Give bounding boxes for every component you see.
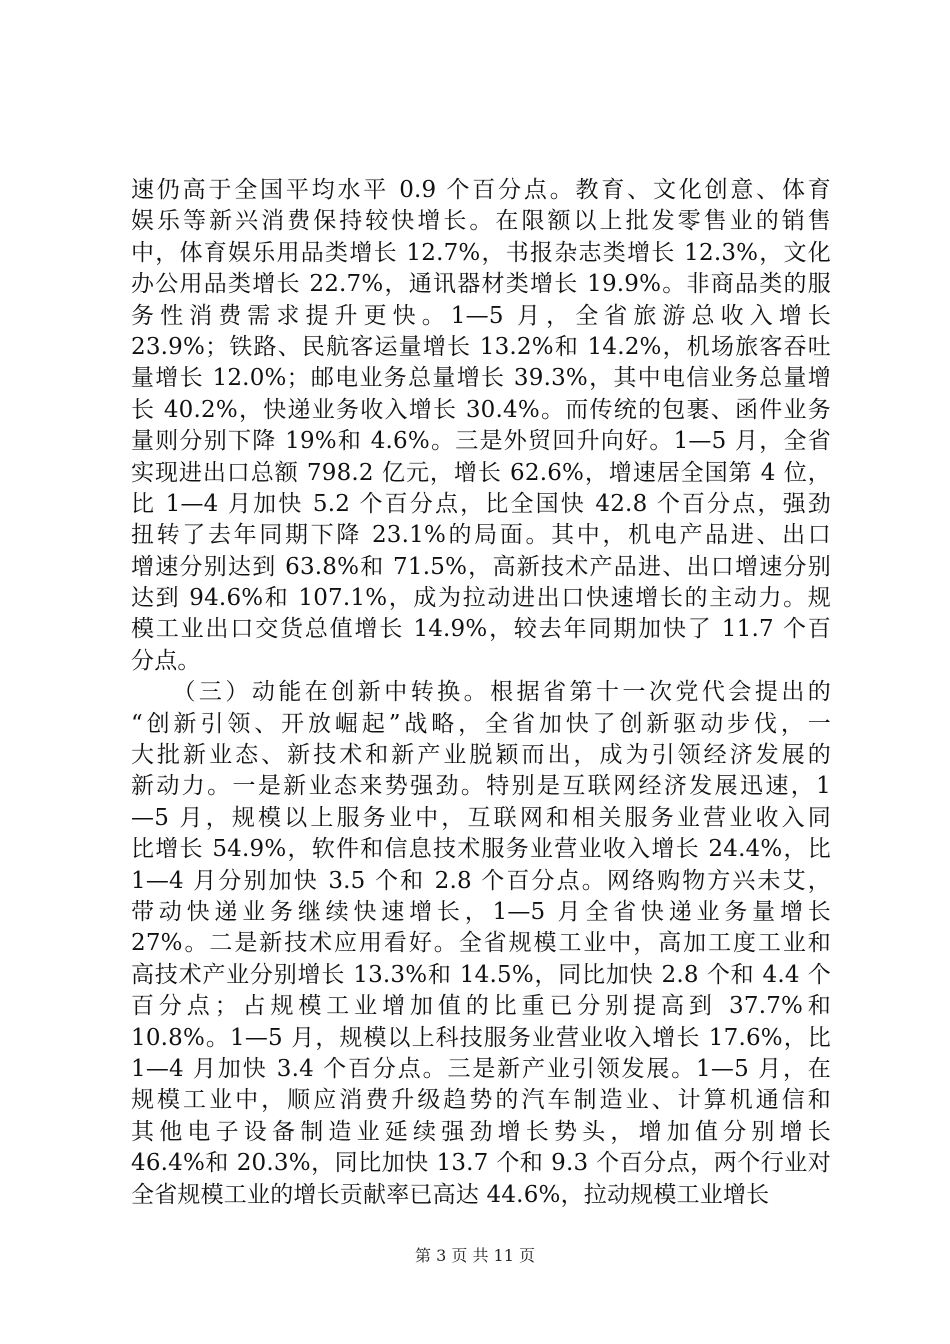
text-line: 46.4%和 20.3%，同比加快 13.7 个和 9.3 个百分点，两个行业对 <box>131 1150 831 1177</box>
text-line: 23.9%；铁路、民航客运量增长 13.2%和 14.2%，机场旅客吞吐 <box>131 333 831 360</box>
text-line: 务性消费需求提升更快。1—5 月，全省旅游总收入增长 <box>131 302 831 329</box>
text-line: 10.8%。1—5 月，规模以上科技服务业营业收入增长 17.6%，比 <box>131 1024 831 1051</box>
text-line: 新动力。一是新业态来势强劲。特别是互联网经济发展迅速，1 <box>131 773 831 800</box>
text-line: 规模工业中，顺应消费升级趋势的汽车制造业、计算机通信和 <box>131 1087 831 1114</box>
text-line: 中，体育娱乐用品类增长 12.7%，书报杂志类增长 12.3%，文化 <box>131 239 831 266</box>
text-line: 娱乐等新兴消费保持较快增长。在限额以上批发零售业的销售 <box>131 208 831 235</box>
text-line: 27%。二是新技术应用看好。全省规模工业中，高加工度工业和 <box>131 930 831 957</box>
text-line: 其他电子设备制造业延续强劲增长势头，增加值分别增长 <box>131 1118 831 1145</box>
text-line: 带动快递业务继续快速增长，1—5 月全省快递业务量增长 <box>131 898 831 925</box>
text-line: 模工业出口交货总值增长 14.9%，较去年同期加快了 11.7 个百 <box>131 616 831 643</box>
page-footer: 第 3 页 共 11 页 <box>415 1246 535 1265</box>
text-line: 百分点；占规模工业增加值的比重已分别提高到 37.7%和 <box>131 993 831 1020</box>
text-line: 速仍高于全国平均水平 0.9 个百分点。教育、文化创意、体育 <box>131 177 831 203</box>
text-line: “创新引领、开放崛起”战略，全省加快了创新驱动步伐，一 <box>131 710 831 737</box>
text-line: 比增长 54.9%，软件和信息技术服务业营业收入增长 24.4%，比 <box>131 836 831 863</box>
text-line: 量则分别下降 19%和 4.6%。三是外贸回升向好。1—5 月，全省 <box>131 428 831 455</box>
text-line: —5 月，规模以上服务业中，互联网和相关服务业营业收入同 <box>131 804 831 831</box>
text-line: 全省规模工业的增长贡献率已高达 44.6%，拉动规模工业增长 <box>131 1181 770 1208</box>
text-line: 实现进出口总额 798.2 亿元，增长 62.6%，增速居全国第 4 位， <box>131 459 831 486</box>
text-line: 分点。 <box>131 647 201 674</box>
text-line: 达到 94.6%和 107.1%，成为拉动进出口快速增长的主动力。规 <box>131 585 831 612</box>
text-line: 增速分别达到 63.8%和 71.5%，高新技术产品进、出口增速分别 <box>131 553 831 580</box>
text-line: 长 40.2%，快递业务收入增长 30.4%。而传统的包裹、函件业务 <box>131 396 831 423</box>
text-line: 扭转了去年同期下降 23.1%的局面。其中，机电产品进、出口 <box>131 522 831 549</box>
text-line: 大批新业态、新技术和新产业脱颖而出，成为引领经济发展的 <box>131 742 831 769</box>
text-line: （三）动能在创新中转换。根据省第十一次党代会提出的 <box>131 679 831 706</box>
text-line: 比 1—4 月加快 5.2 个百分点，比全国快 42.8 个百分点，强劲 <box>131 490 831 517</box>
text-line: 量增长 12.0%；邮电业务总量增长 39.3%，其中电信业务总量增 <box>131 365 831 392</box>
text-line: 高技术产业分别增长 13.3%和 14.5%，同比加快 2.8 个和 4.4 个 <box>131 961 831 988</box>
text-line: 办公用品类增长 22.7%，通讯器材类增长 19.9%。非商品类的服 <box>131 271 831 298</box>
text-line: 1—4 月分别加快 3.5 个和 2.8 个百分点。网络购物方兴未艾， <box>131 867 831 894</box>
text-line: 1—4 月加快 3.4 个百分点。三是新产业引领发展。1—5 月，在 <box>131 1055 831 1082</box>
document-body <box>131 175 831 1211</box>
